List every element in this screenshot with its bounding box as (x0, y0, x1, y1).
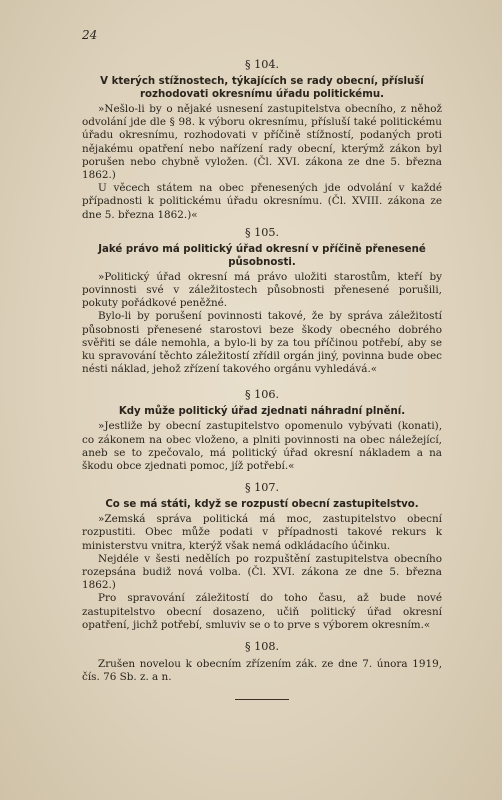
section-107 (82, 481, 442, 632)
paragraph: »Politický úřad okresní má právo uložiti starostům, kteří by povinnosti své v záležitostech působnosti přenesené porušili, pokuty pořádkové peněžné. (82, 270, 442, 310)
closing-rule (235, 699, 289, 700)
section-heading: Jaké právo má politický úřad okresní v příčině přenesené působnosti. (98, 243, 426, 268)
section-number: § 104. (244, 58, 280, 71)
section-heading: Co se má státi, když se rozpustí obecní zastupitelstvo. (105, 499, 419, 511)
paragraph: Nejdéle v šesti nedělích po rozpuštění zastupitelstva obecního rozepsána budiž nová volba. (Čl. XVI. zákona ze dne 5. března 1862.) (82, 552, 442, 592)
section-heading: Kdy může politický úřad zjednati náhradní plnění. (118, 406, 406, 418)
section-number: § 105. (244, 225, 280, 239)
paragraph: Bylo-li by porušení povinnosti takové, že by správa záležitostí působnosti přenesené starostovi beze škody obecného dobrého svěřiti se dále nemohla, a bylo-li by za tou příčinou potřebí, aby se ku spravování těchto záležitostí zřídil orgán jiný, povinna bude obec nésti náklad, jehož zřízení takového orgánu vyhledává.« (82, 310, 442, 376)
page-content (82, 58, 442, 700)
section-104 (82, 58, 442, 222)
section-106 (82, 388, 442, 473)
paragraph: Zrušen novelou k obecním zřízením zák. ze dne 7. února 1919, čís. 76 Sb. z. a n. (82, 658, 442, 684)
page-number: 24 (82, 28, 98, 42)
section-number: § 107. (244, 481, 280, 495)
section-108 (82, 640, 442, 684)
section-105 (82, 226, 442, 377)
paragraph: »Zemská správa politická má moc, zastupitelstvo obecní rozpustiti. Obec může podati v případnosti takové rekurs k ministerstvu vnitra, kterýž však nemá odkládacího účinku. (82, 513, 442, 552)
section-heading: V kterých stížnostech, týkajících se rady obecní, přísluší rozhodovati okresnímu úřadu politickému. (100, 76, 424, 100)
paragraph: U věcech státem na obec přenesených jde odvolání v každé případnosti k politickému úřadu okresnímu. (Čl. XVIII. zákona ze dne 5. března 1862.)« (82, 182, 442, 221)
paragraph: Pro spravování záležitostí do toho času, až bude nové zastupitelstvo obecní dosazeno, učiň politický úřad okresní opatření, jichž potřebí, smluviv se o to prve s výborem okresním.« (82, 592, 442, 631)
section-number: § 106. (244, 388, 280, 402)
paragraph: »Jestliže by obecní zastupitelstvo opomenulo vybývati (konati), co zákonem na obec vloženo, a plniti povinnosti na obec náležející, aneb se to zpečovalo, má politický úřad okresní nákladem a na škodu obce zjednati pomoc, jíž potřebí.« (82, 420, 442, 473)
paragraph: »Nešlo-li by o nějaké usnesení zastupitelstva obecního, z něhož odvolání jde dle § 98. k výboru okresnímu, přísluší také politickému úřadu okresnímu, rozhodovati v příčině stížností, podaných proti nějakému opatření nebo nařízení rady obecní, kterýmž zákon byl porušen nebo chybně vyložen. (Čl. XVI. zákona ze dne 5. března 1862.) (82, 103, 442, 182)
section-number: § 108. (244, 640, 280, 654)
